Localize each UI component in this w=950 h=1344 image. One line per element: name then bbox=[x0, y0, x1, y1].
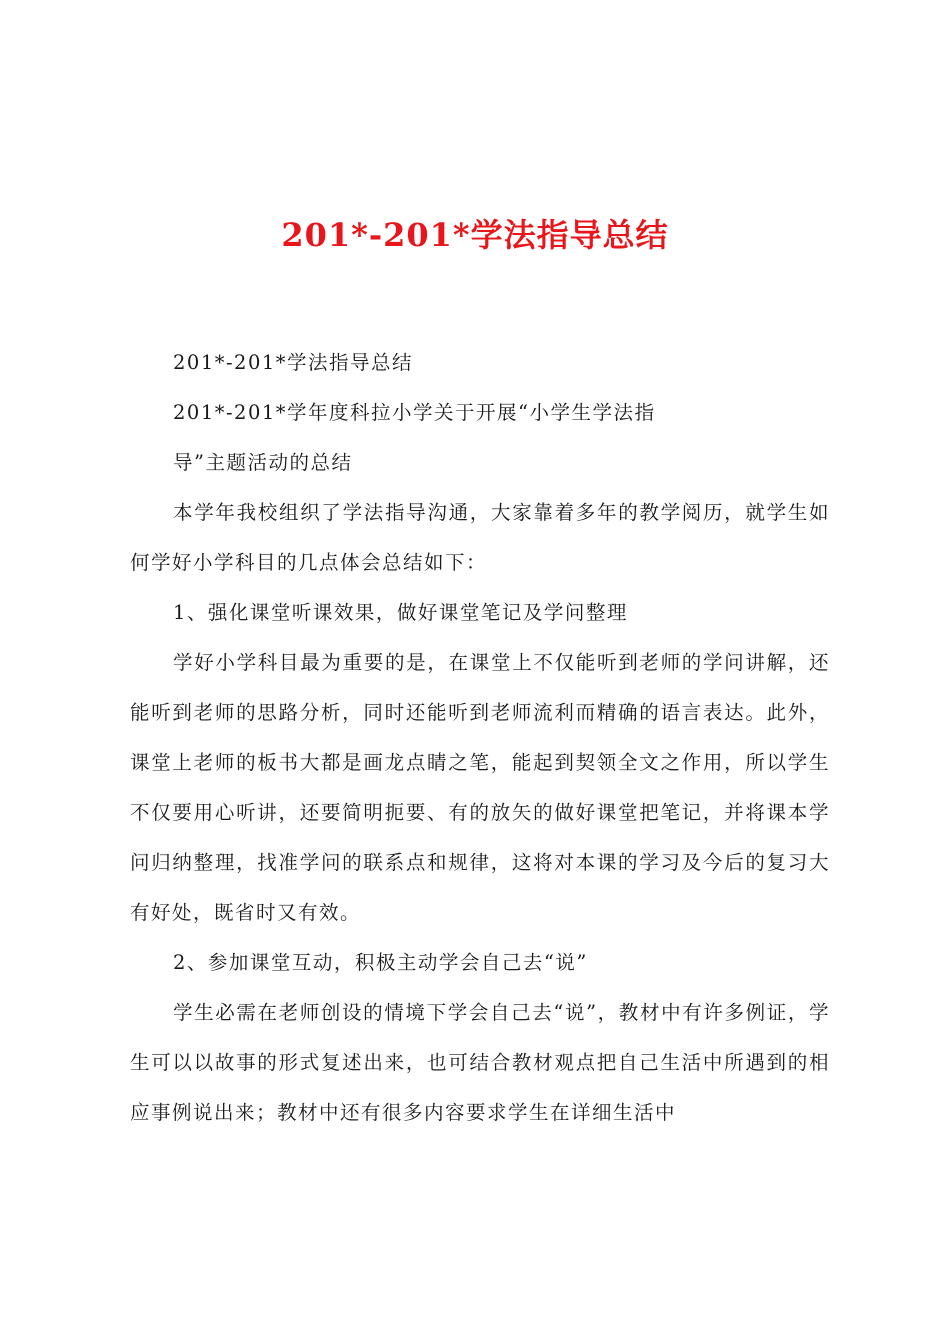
subtitle-line-1: 201*-201*学年度科拉小学关于开展“小学生学法指 bbox=[173, 401, 656, 424]
section-2-heading: 2、参加课堂互动，积极主动学会自己去“说” bbox=[173, 951, 588, 974]
heading-line: 201*-201*学法指导总结 bbox=[173, 351, 414, 374]
document-title: 201*-201*学法指导总结 bbox=[281, 216, 669, 254]
section-1-heading: 1、强化课堂听课效果，做好课堂笔记及学问整理 bbox=[173, 601, 628, 624]
section-2-paragraph: 学生必需在老师创设的情境下学会自己去“说”，教材中有许多例证，学生可以以故事的形式复述出来，也可结合教材观点把自己生活中所遇到的相应事例说出来；教材中还有很多内容要求学生在详细生活中 bbox=[130, 1001, 830, 1124]
subtitle-line-2: 导”主题活动的总结 bbox=[173, 451, 353, 474]
section-1-paragraph: 学好小学科目最为重要的是，在课堂上不仅能听到老师的学问讲解，还能听到老师的思路分析，同时还能听到老师流利而精确的语言表达。此外，课堂上老师的板书大都是画龙点睛之笔，能起到契领全文之作用，所以学生不仅要用心听讲，还要简明扼要、有的放矢的做好课堂把笔记，并将课本学问归纳整理，找准学问的联系点和规律，这将对本课的学习及今后的复习大有好处，既省时又有效。 bbox=[130, 651, 830, 924]
document-body bbox=[130, 338, 830, 1138]
intro-paragraph: 本学年我校组织了学法指导沟通，大家靠着多年的教学阅历，就学生如何学好小学科目的几点体会总结如下： bbox=[130, 501, 830, 574]
